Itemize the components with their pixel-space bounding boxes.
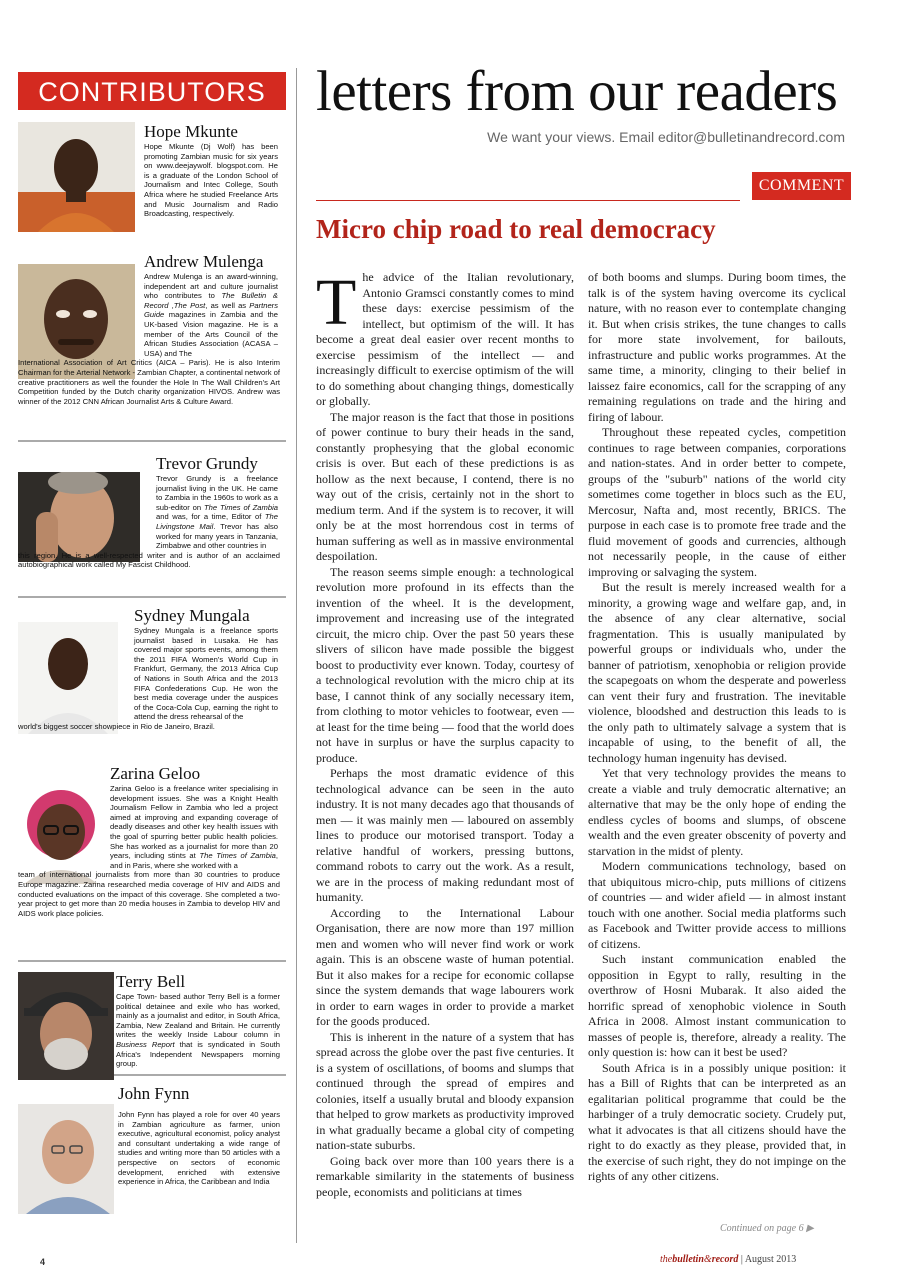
contributors-banner: CONTRIBUTORS (18, 72, 286, 110)
contributor-bio: John Fynn has played a role for over 40 years in Zambian agriculture as farmer, union executive, agricultural economist, policy analyst and consultant undertaking a wide range of studies and writing more than 50 articles with a perspective on sectors of economic development, enriched with extensive experience in Africa, the Caribbean and India (118, 1110, 280, 1187)
contributor-hope-mkunte (18, 122, 286, 219)
contributor-bio: Cape Town- based author Terry Bell is a former political detainee and exile who has worked, mainly as a journalist and editor, in South Africa, Zambia, New Zealand and Britain. He currently writes the weekly Inside Labour column in Business Report that is syndicated in South Africa's Independent Newspapers morning group. (116, 992, 280, 1069)
contributor-terry-bell (18, 972, 286, 1069)
article-paragraph: This is inherent in the nature of a system that has spread across the globe over the past five centuries. It is a system of oscillations, of booms and slumps that continued through the spread of empires and colonies, itself a usually brutal and bloody expansion that helped to grow markets as productivity improved in what gradually became a global city of competing nation-state suburbs. (316, 1029, 574, 1152)
separator (18, 596, 286, 598)
column-divider (296, 68, 297, 1243)
separator (18, 440, 286, 442)
contributor-name: Andrew Mulenga (144, 252, 264, 271)
article-paragraph: But the result is merely increased wealth for a minority, a growing wage and welfare gap, and, in the absence of any clear alternative, social fragmentation. This is usually manipulated by powerful groups or individuals who, under the banner of patriotism, xenophobia or religion provide the scapegoats on whom the desperate and powerless can vent their fury and frustration. The inevitable violence, bloodshed and destruction this leads to is the only path to ultimately salvage a system that is incapable of using, to the benefit of all, the technology human ingenuity has devised. (588, 580, 846, 765)
contributor-trevor-grundy (18, 454, 286, 570)
article-paragraph: Perhaps the most dramatic evidence of this technological advance can be seen in the auto industry. It is not many decades ago that thousands of men — it was mainly men — laboured on assembly lines to produce our motorised transport. Today a relative handful of workers, pressing buttons, command robots to carry out the work. As a result, we are in the process of making redundant most of humanity. (316, 766, 574, 904)
article-paragraph: Going back over more than 100 years there is a remarkable similarity in the statements of business people, economists and politicians at times (316, 1153, 574, 1199)
header-rule (316, 200, 740, 201)
article-column-2 (588, 270, 846, 1185)
continued-link[interactable]: Continued on page 6 ▶ (720, 1223, 814, 1234)
contributors-sidebar (18, 72, 286, 1187)
contributor-bio: Zarina Geloo is a freelance writer specialising in development issues. She was a Knight Health Journalism Fellow in Zambia who led a project aimed at improving and expanding coverage of deadly diseases and other key health issues with the goal of spurring better public health policies. She has worked as a journalist for more than 20 years, including stints at The Times of Zambia, and in Paris, where she worked with a (110, 784, 278, 870)
contributor-bio-continued: this region. He is a well-respected writer and is author of an acclaimed autobiographical work called My Fascist Childhood. (18, 550, 280, 570)
contributor-bio-continued: team of international journalists from more than 30 countries to produce Europe magazine. Zarina researched media coverage of HIV and AIDS and conducted evaluations on the impact of this coverage. She completed a two-year project to get more than 20 media houses in Zambia to develop HIV and AIDS work place policies. (18, 870, 280, 918)
contributor-bio: Andrew Mulenga is an award-winning, independent art and culture journalist who contributes to The Bulletin & Record ,The Post, as well as Partners Guide magazines in Zambia and the UK-based Vision magazine. He is a member of the Arts Council of the African Studies Association (ACASA – USA) and The (144, 272, 278, 358)
contributor-name: Sydney Mungala (134, 606, 250, 625)
article-paragraph: According to the International Labour Organisation, there are now more than 197 million men and women who will never find work or work again. This is an obscene waste of human potential. But it also makes for a recipe for economic collapse since the system demands that wage labourers work in order to earn wages in order to provide a market for the goods produced. (316, 905, 574, 1028)
contributor-bio: Hope Mkunte (Dj Wolf) has been promoting Zambian music for six years on www.deejaywolf. blogspot.com. He is a graduate of the London School of Journalism and Intec College, South Africa where he studied Freelance Arts and Music Journalism and Radio Broadcasting, respectively. (144, 142, 278, 219)
article-paragraph: The advice of the Italian revolutionary, Antonio Gramsci constantly comes to mind these days: exercise pessimism of the intellect, but optimism of the will. It has become a great deal easier over recent months to exercise pessimism of the intellect — and increasingly difficult to exercise optimism of the will to do something about changing things, domestically or globally. (316, 266, 574, 408)
contributor-name: Terry Bell (116, 972, 186, 991)
contributor-name: Zarina Geloo (110, 764, 201, 783)
issue-date: August 2013 (744, 1254, 797, 1265)
article-headline: Micro chip road to real democracy (316, 214, 716, 244)
dropcap: T (316, 266, 357, 339)
footer-brand: thebulletin&record | August 2013 (660, 1254, 797, 1265)
separator (18, 960, 286, 962)
article-paragraph: The major reason is the fact that those in positions of power continue to bury their heads in the sand, constantly prophesying that the global economic crisis is over. But each of these predictions is as hollow as the next because, I contend, there is no way out of the crisis, certainly not in the short to medium term. And if the system is to recover, it will only be at the most horrendous cost in terms of human suffering as well as in massive environmental despoilation. (316, 409, 574, 563)
article-paragraph: The reason seems simple enough: a technological revolution more profound in its effects than the invention of the wheel. It is the development, improvement and increasing use of the integrated circuit, the micro chip. Over the past 50 years these slivers of silicon have made possible the biggest boost to productivity ever known. Today, courtesy of a technological revolution with the micro chip at its base, I cannot think of any socially necessary item, from clothing to motor vehicles to footwear, even — at least for the time being — food that the world does not have in surplus or have the surplus capacity to produce. (316, 564, 574, 765)
contributor-name: Hope Mkunte (144, 122, 238, 141)
article-paragraph: Such instant communication enabled the opposition in Egypt to rally, resulting in the overthrow of Hosni Mubarak. It also aided the horrific spread of xenophobic violence in South Africa in 2008. Almost instant communication to masses of people is, therefore, already a reality. The only question is: how can it best be used? (588, 952, 846, 1059)
contributor-zarina-geloo (18, 764, 286, 918)
contributor-john-fynn (18, 1084, 286, 1187)
article-paragraph: Throughout these repeated cycles, competition continues to rage between companies, corporations and nation-states. And in order better to compete, groups of the "suburb" nations of the world city sometimes come together in blocs such as the EU, Mercosur, Nafta and, most recently, BRICS. The purpose in each case is to promote free trade and the fluid movement of goods and currencies, although not necessarily people, in the cause of either improving or salvaging the system. (588, 425, 846, 579)
contributor-bio: Sydney Mungala is a freelance sports journalist based in Lusaka. He has covered major sports events, among them the 2011 FIFA Women's World Cup in Frankfurt, Germany, the 2013 Africa Cup of Nations in South Africa and the 2013 FIFA Confederations Cup. He won the best media coverage under the auspices of the Coca-Cola Cup, earning the right to attend the dress rehearsal of the (134, 626, 278, 722)
article-column-1 (316, 266, 574, 1200)
contributor-name: Trevor Grundy (156, 454, 258, 473)
section-tag: COMMENT (752, 172, 851, 200)
contributor-sydney-mungala (18, 606, 286, 732)
contributor-name: John Fynn (118, 1084, 190, 1103)
page-number: 4 (40, 1257, 46, 1267)
contributor-bio-continued: International Association of Art Critics (AICA – Paris). He is also Interim Chairman for the Arterial Network - Zambian Chapter, a continental network of creative practitioners as well the founder the Hole In The Wall Children's Art Competition funded by the Dutch charity organization HIVOS. Andrew was winner of the 2012 CNN African Journalist Arts & Culture Award. (18, 358, 280, 406)
arrow-right-icon: ▶ (806, 1223, 814, 1234)
brand-logo: thebulletin&record (660, 1254, 739, 1265)
article-paragraph: of both booms and slumps. During boom times, the talk is of the system having overcome its cyclical nature, with no reason ever to contemplate changing it. But when crisis strikes, the tune changes to calls for more state involvement, for bailouts, infrastructure and public works programmes. At the same time, a minority, clinging to their belief in laissez faire economics, call for the scrapping of any remaining regulations on trade and the hiring and firing of labour. (588, 270, 846, 424)
page-title: letters from our readers (316, 60, 838, 123)
article-paragraph: Yet that very technology provides the means to create a viable and truly democratic alternative; an alternative that may be the only hope of ending the endless cycles of booms and slumps, of obscene wealth and the even greater obscenity of poverty and starvation in the midst of plenty. (588, 766, 846, 858)
article-paragraph: Modern communications technology, based on that ubiquitous micro-chip, puts millions of citizens of countries — and wider afield — in almost instant touch with one another. Social media platforms such as Facebook and Twitter provide access to millions of citizens. (588, 859, 846, 951)
article-paragraph: South Africa is in a possibly unique position: it has a Bill of Rights that can be interpreted as an egalitarian political programme that could be the harbinger of a truly democratic society. Crudely put, what it advocates is that all citizens should have the right to do exactly as they please, provided that, in the exercise of such right, they do not impinge on the rights of any other citizens. (588, 1060, 846, 1183)
separator (114, 1074, 286, 1076)
contributor-andrew-mulenga (18, 252, 286, 406)
contributor-bio: Trevor Grundy is a freelance journalist living in the UK. He came to Zambia in the 1960s to work as a sub-editor on The Times of Zambia and was, for a time, Editor of The Livingstone Mail. Trevor has also worked for many years in Tanzania, Zimbabwe and other countries in (156, 474, 279, 551)
contributor-bio-continued: world's biggest soccer showpiece in Rio de Janeiro, Brazil. (18, 721, 215, 731)
tagline: We want your views. Email editor@bulletinandrecord.com (487, 129, 845, 145)
